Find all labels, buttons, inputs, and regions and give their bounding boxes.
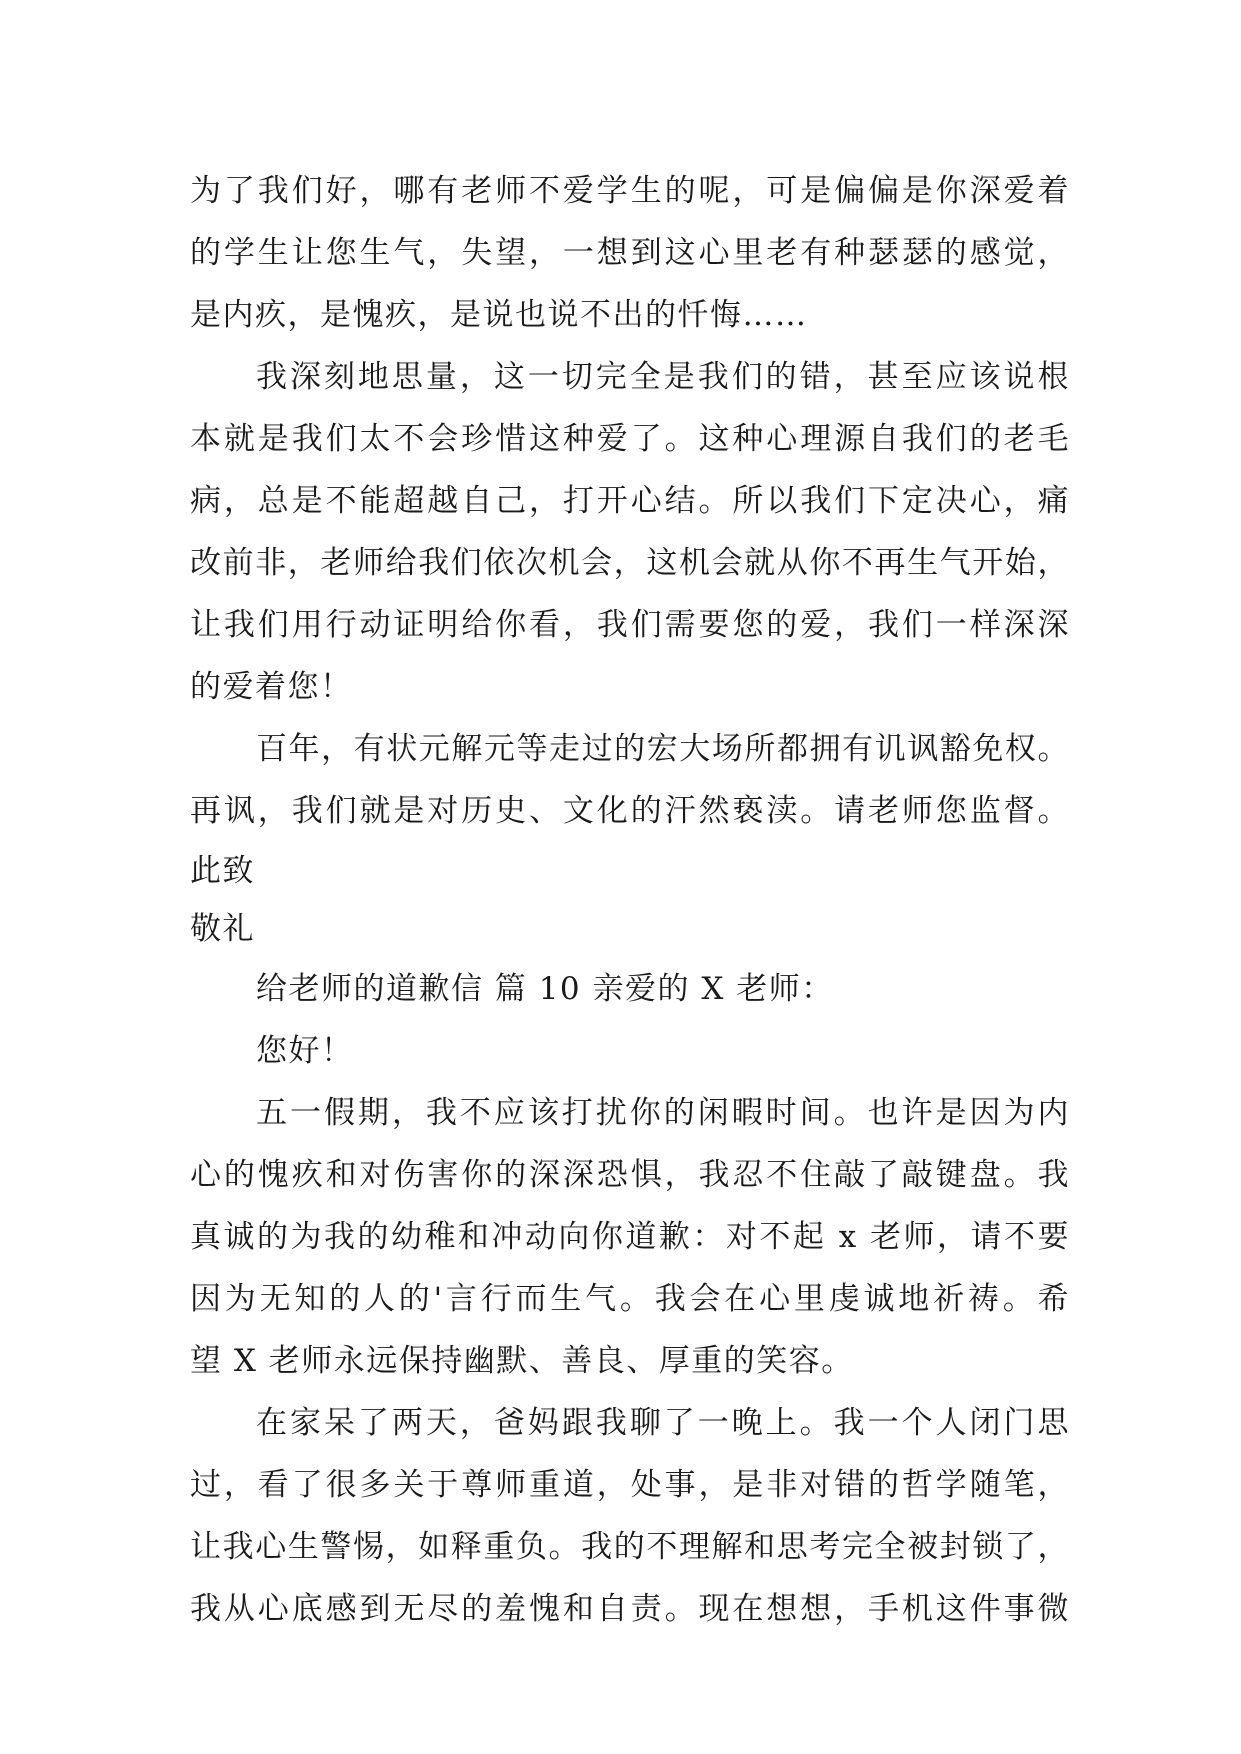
text-line: 望 X 老师永远保持幽默、善良、厚重的笑容。 [190, 1343, 854, 1379]
text-line: 心的愧疚和对伤害你的深深恐惧，我忍不住敲了敲键盘。我 [190, 1157, 1070, 1193]
text-line: 改前非，老师给我们依次机会，这机会就从你不再生气开始， [190, 545, 1070, 581]
text-line: 病，总是不能超越自己，打开心结。所以我们下定决心，痛 [190, 483, 1070, 519]
text-line: 百年，有状元解元等走过的宏大场所都拥有讥讽豁免权。 [256, 731, 1070, 767]
text-line: 再讽，我们就是对历史、文化的汗然亵渎。请老师您监督。 [190, 793, 1070, 829]
letter-body [190, 160, 1070, 1640]
text-line: 我从心底感到无尽的羞愧和自责。现在想想，手机这件事微 [190, 1591, 1070, 1627]
text-line: 过，看了很多关于尊师重道，处事，是非对错的哲学随笔， [190, 1467, 1070, 1503]
text-line: 因为无知的人的'言行而生气。我会在心里虔诚地祈祷。希 [190, 1281, 1070, 1317]
text-line: 五一假期，我不应该打扰你的闲暇时间。也许是因为内 [256, 1095, 1070, 1131]
text-line: 为了我们好，哪有老师不爱学生的呢，可是偏偏是你深爱着 [190, 173, 1070, 209]
text-line: 的爱着您！ [190, 669, 353, 705]
text-line: 的学生让您生气，失望，一想到这心里老有种瑟瑟的感觉， [190, 235, 1070, 271]
text-line: 真诚的为我的幼稚和冲动向你道歉：对不起 x 老师，请不要 [190, 1219, 1070, 1255]
text-line: 让我们用行动证明给你看，我们需要您的爱，我们一样深深 [190, 607, 1070, 643]
text-line: 是内疚，是愧疚，是说也说不出的忏悔…… [190, 297, 808, 333]
text-line: 此致 [190, 853, 255, 889]
text-line: 我深刻地思量，这一切完全是我们的错，甚至应该说根 [256, 359, 1070, 395]
text-line: 本就是我们太不会珍惜这种爱了。这种心理源自我们的老毛 [190, 421, 1070, 457]
text-line: 给老师的道歉信 篇 10 亲爱的 X 老师： [256, 971, 834, 1007]
text-line: 在家呆了两天，爸妈跟我聊了一晚上。我一个人闭门思 [256, 1405, 1070, 1441]
text-line: 让我心生警惕，如释重负。我的不理解和思考完全被封锁了， [190, 1529, 1070, 1565]
text-line: 敬礼 [190, 911, 255, 947]
text-line: 您好！ [256, 1033, 354, 1069]
